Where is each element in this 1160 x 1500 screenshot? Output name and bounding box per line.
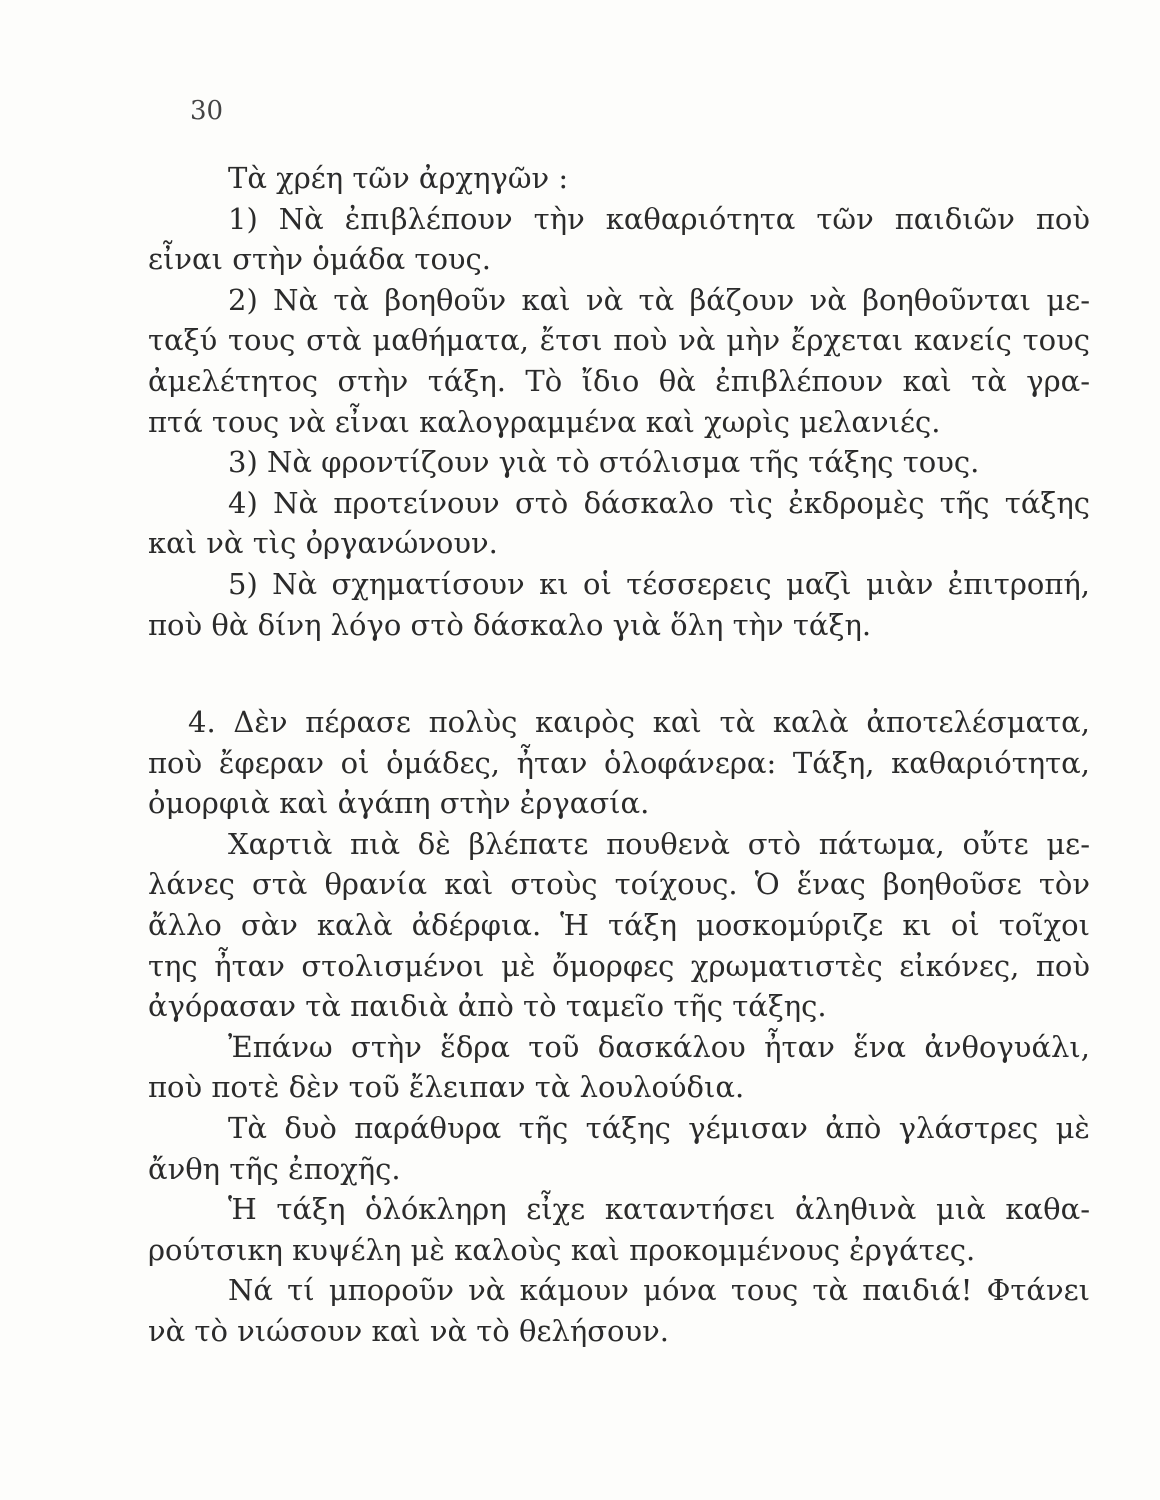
text-line: εἶναι στὴν ὁμάδα τους. bbox=[148, 242, 492, 277]
text-line: καὶ νὰ τὶς ὀργανώνουν. bbox=[148, 526, 498, 561]
text-line: Τὰ δυὸ παράθυρα τῆς τάξης γέμισαν ἀπὸ γλάστρες μὲ bbox=[228, 1110, 1090, 1145]
text-line: 4. Δὲν πέρασε πολὺς καιρὸς καὶ τὰ καλὰ ἀποτελέσματα, bbox=[188, 705, 1090, 739]
text-line: ποὺ ποτὲ δὲν τοῦ ἔλειπαν τὰ λουλούδια. bbox=[148, 1070, 745, 1105]
text-line: ρούτσικη κυψέλη μὲ καλοὺς καὶ προκομμένους ἐργάτες. bbox=[148, 1232, 976, 1267]
text-line: Ἡ τάξη ὁλόκληρη εἶχε καταντήσει ἀληθινὰ μιὰ καθα- bbox=[228, 1192, 1090, 1227]
text-line: 4) Νὰ προτείνουν στὸ δάσκαλο τὶς ἐκδρομὲς τῆς τάξης bbox=[228, 485, 1090, 520]
text-line: ἄνθη τῆς ἐποχῆς. bbox=[148, 1151, 401, 1186]
section-heading: Τὰ χρέη τῶν ἀρχηγῶν : bbox=[228, 161, 569, 195]
text-line: Ἐπάνω στὴν ἕδρα τοῦ δασκάλου ἦταν ἕνα ἀνθογυάλι, bbox=[228, 1029, 1090, 1064]
text-line: Νά τί μποροῦν νὰ κάμουν μόνα τους τὰ παιδιά! Φτάνει bbox=[228, 1273, 1090, 1308]
text-line: 2) Νὰ τὰ βοηθοῦν καὶ νὰ τὰ βάζουν νὰ βοηθοῦνται με- bbox=[228, 282, 1090, 317]
text-line: Χαρτιὰ πιὰ δὲ βλέπατε πουθενὰ στὸ πάτωμα, οὔτε με- bbox=[228, 826, 1090, 861]
text-line: ἀγόρασαν τὰ παιδιὰ ἀπὸ τὸ ταμεῖο τῆς τάξης. bbox=[148, 989, 827, 1024]
text-line: πτά τους νὰ εἶναι καλογραμμένα καὶ χωρὶς μελανιές. bbox=[148, 404, 941, 439]
page-number: 30 bbox=[190, 96, 224, 126]
text-line: ποὺ θὰ δίνη λόγο στὸ δάσκαλο γιὰ ὅλη τὴν τάξη. bbox=[148, 607, 872, 642]
text-line: λάνες στὰ θρανία καὶ στοὺς τοίχους. Ὁ ἕνας βοηθοῦσε τὸν bbox=[148, 867, 1090, 902]
section-leaders-duties bbox=[148, 158, 1090, 645]
text-line: ἀμελέτητος στὴν τάξη. Τὸ ἴδιο θὰ ἐπιβλέπουν καὶ τὰ γρα- bbox=[148, 363, 1090, 398]
text-line: 5) Νὰ σχηματίσουν κι οἱ τέσσερεις μαζὶ μιὰν ἐπιτροπή, bbox=[228, 566, 1090, 601]
text-line: ποὺ ἔφεραν οἱ ὁμάδες, ἦταν ὁλοφάνερα: Τάξη, καθαριότητα, bbox=[148, 745, 1090, 780]
text-line: ταξύ τους στὰ μαθήματα, ἔτσι ποὺ νὰ μὴν ἔρχεται κανείς τους bbox=[148, 323, 1090, 358]
text-line: ἄλλο σὰν καλὰ ἀδέρφια. Ἡ τάξη μοσκομύριζε κι οἱ τοῖχοι bbox=[148, 907, 1090, 942]
text-line: 3) Νὰ φροντίζουν γιὰ τὸ στόλισμα τῆς τάξης τους. bbox=[228, 445, 980, 480]
text-line: νὰ τὸ νιώσουν καὶ νὰ τὸ θελήσουν. bbox=[148, 1313, 669, 1348]
section-results bbox=[148, 702, 1090, 1352]
text-line: ὀμορφιὰ καὶ ἀγάπη στὴν ἐργασία. bbox=[148, 786, 650, 821]
text-line: της ἦταν στολισμένοι μὲ ὄμορφες χρωματιστὲς εἰκόνες, ποὺ bbox=[148, 948, 1090, 983]
text-line: 1) Νὰ ἐπιβλέπουν τὴν καθαριότητα τῶν παιδιῶν ποὺ bbox=[228, 201, 1090, 236]
